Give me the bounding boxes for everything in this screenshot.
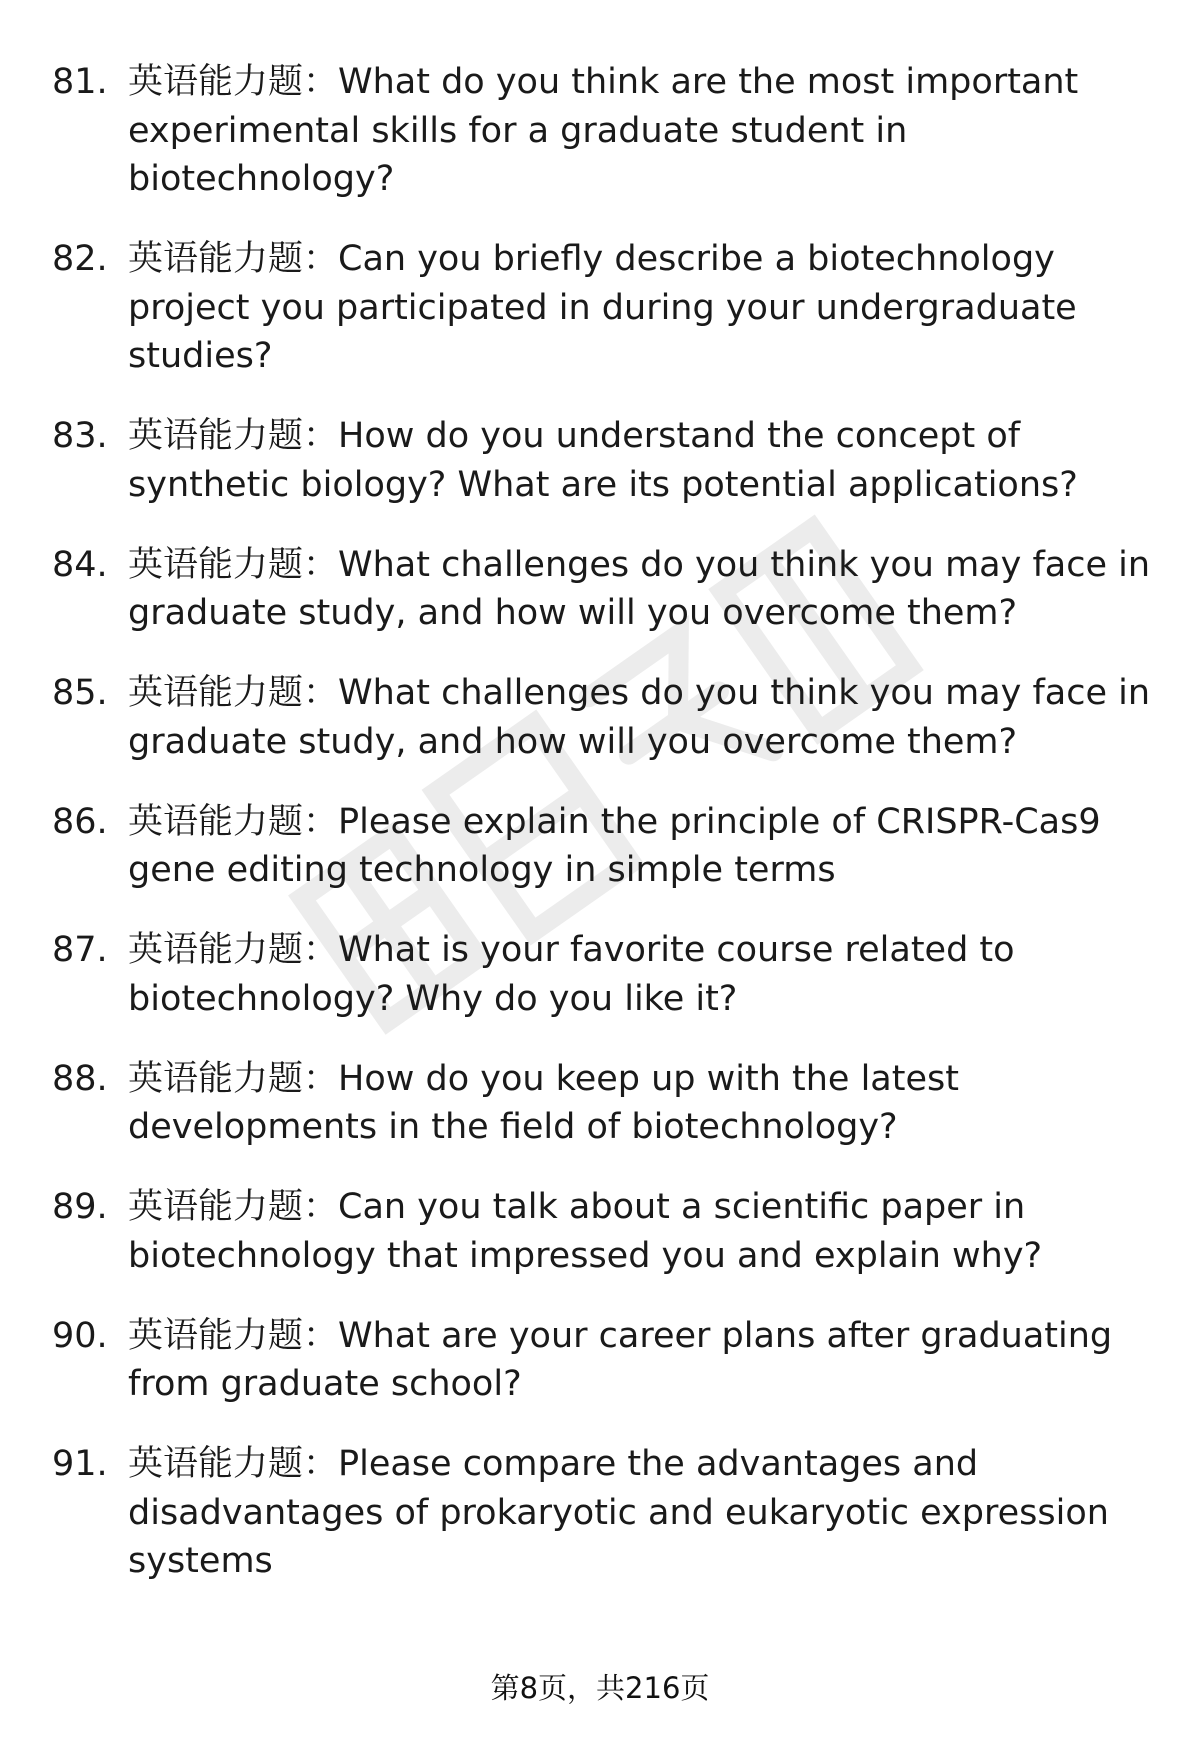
question-number: 81. [52, 62, 108, 102]
question-text: 英语能力题：Can you briefly describe a biotechnology project you participated in during your undergraduate studies? [128, 239, 1077, 376]
question-text: 英语能力题：What challenges do you think you may face in graduate study, and how will you overcome them? [128, 544, 1151, 633]
question-text: 英语能力题：Please explain the principle of CRISPR-Cas9 gene editing technology in simple terms [128, 801, 1101, 890]
list-item [0, 1183, 1200, 1280]
list-item [0, 412, 1200, 509]
list-item [0, 58, 1200, 204]
question-text: 英语能力题：What challenges do you think you may face in graduate study, and how will you overcome them? [128, 673, 1151, 762]
list-item [0, 669, 1200, 766]
list-item [0, 235, 1200, 381]
question-number: 86. [52, 801, 108, 842]
question-number: 91. [52, 1444, 108, 1484]
question-text: 英语能力题：How do you understand the concept of synthetic biology? What are its potential applications? [128, 416, 1078, 505]
question-number: 84. [52, 544, 108, 585]
question-text: 英语能力题：What is your favorite course related to biotechnology? Why do you like it? [128, 930, 1015, 1019]
list-item [0, 1312, 1200, 1409]
question-number: 90. [52, 1315, 108, 1356]
list-item [0, 926, 1200, 1023]
question-number: 89. [52, 1187, 108, 1227]
question-number: 85. [52, 673, 108, 713]
question-text: 英语能力题：Can you talk about a scientific paper in biotechnology that impressed you and explain why? [128, 1187, 1043, 1276]
question-text: 英语能力题：How do you keep up with the latest developments in the field of biotechnology? [128, 1058, 959, 1147]
list-item [0, 1440, 1200, 1586]
list-item [0, 541, 1200, 638]
question-list [0, 58, 1200, 1617]
question-text: 英语能力题：What do you think are the most important experimental skills for a graduate student in biotechnology? [128, 62, 1079, 199]
question-number: 83. [52, 416, 108, 456]
question-number: 87. [52, 930, 108, 970]
question-number: 82. [52, 239, 108, 279]
question-number: 88. [52, 1058, 108, 1099]
question-text: 英语能力题：Please compare the advantages and disadvantages of prokaryotic and eukaryotic expression systems [128, 1444, 1109, 1581]
list-item [0, 1055, 1200, 1152]
question-text: 英语能力题：What are your career plans after graduating from graduate school? [128, 1315, 1113, 1404]
page-indicator: 第8页，共216页 [490, 1671, 710, 1705]
list-item [0, 798, 1200, 895]
